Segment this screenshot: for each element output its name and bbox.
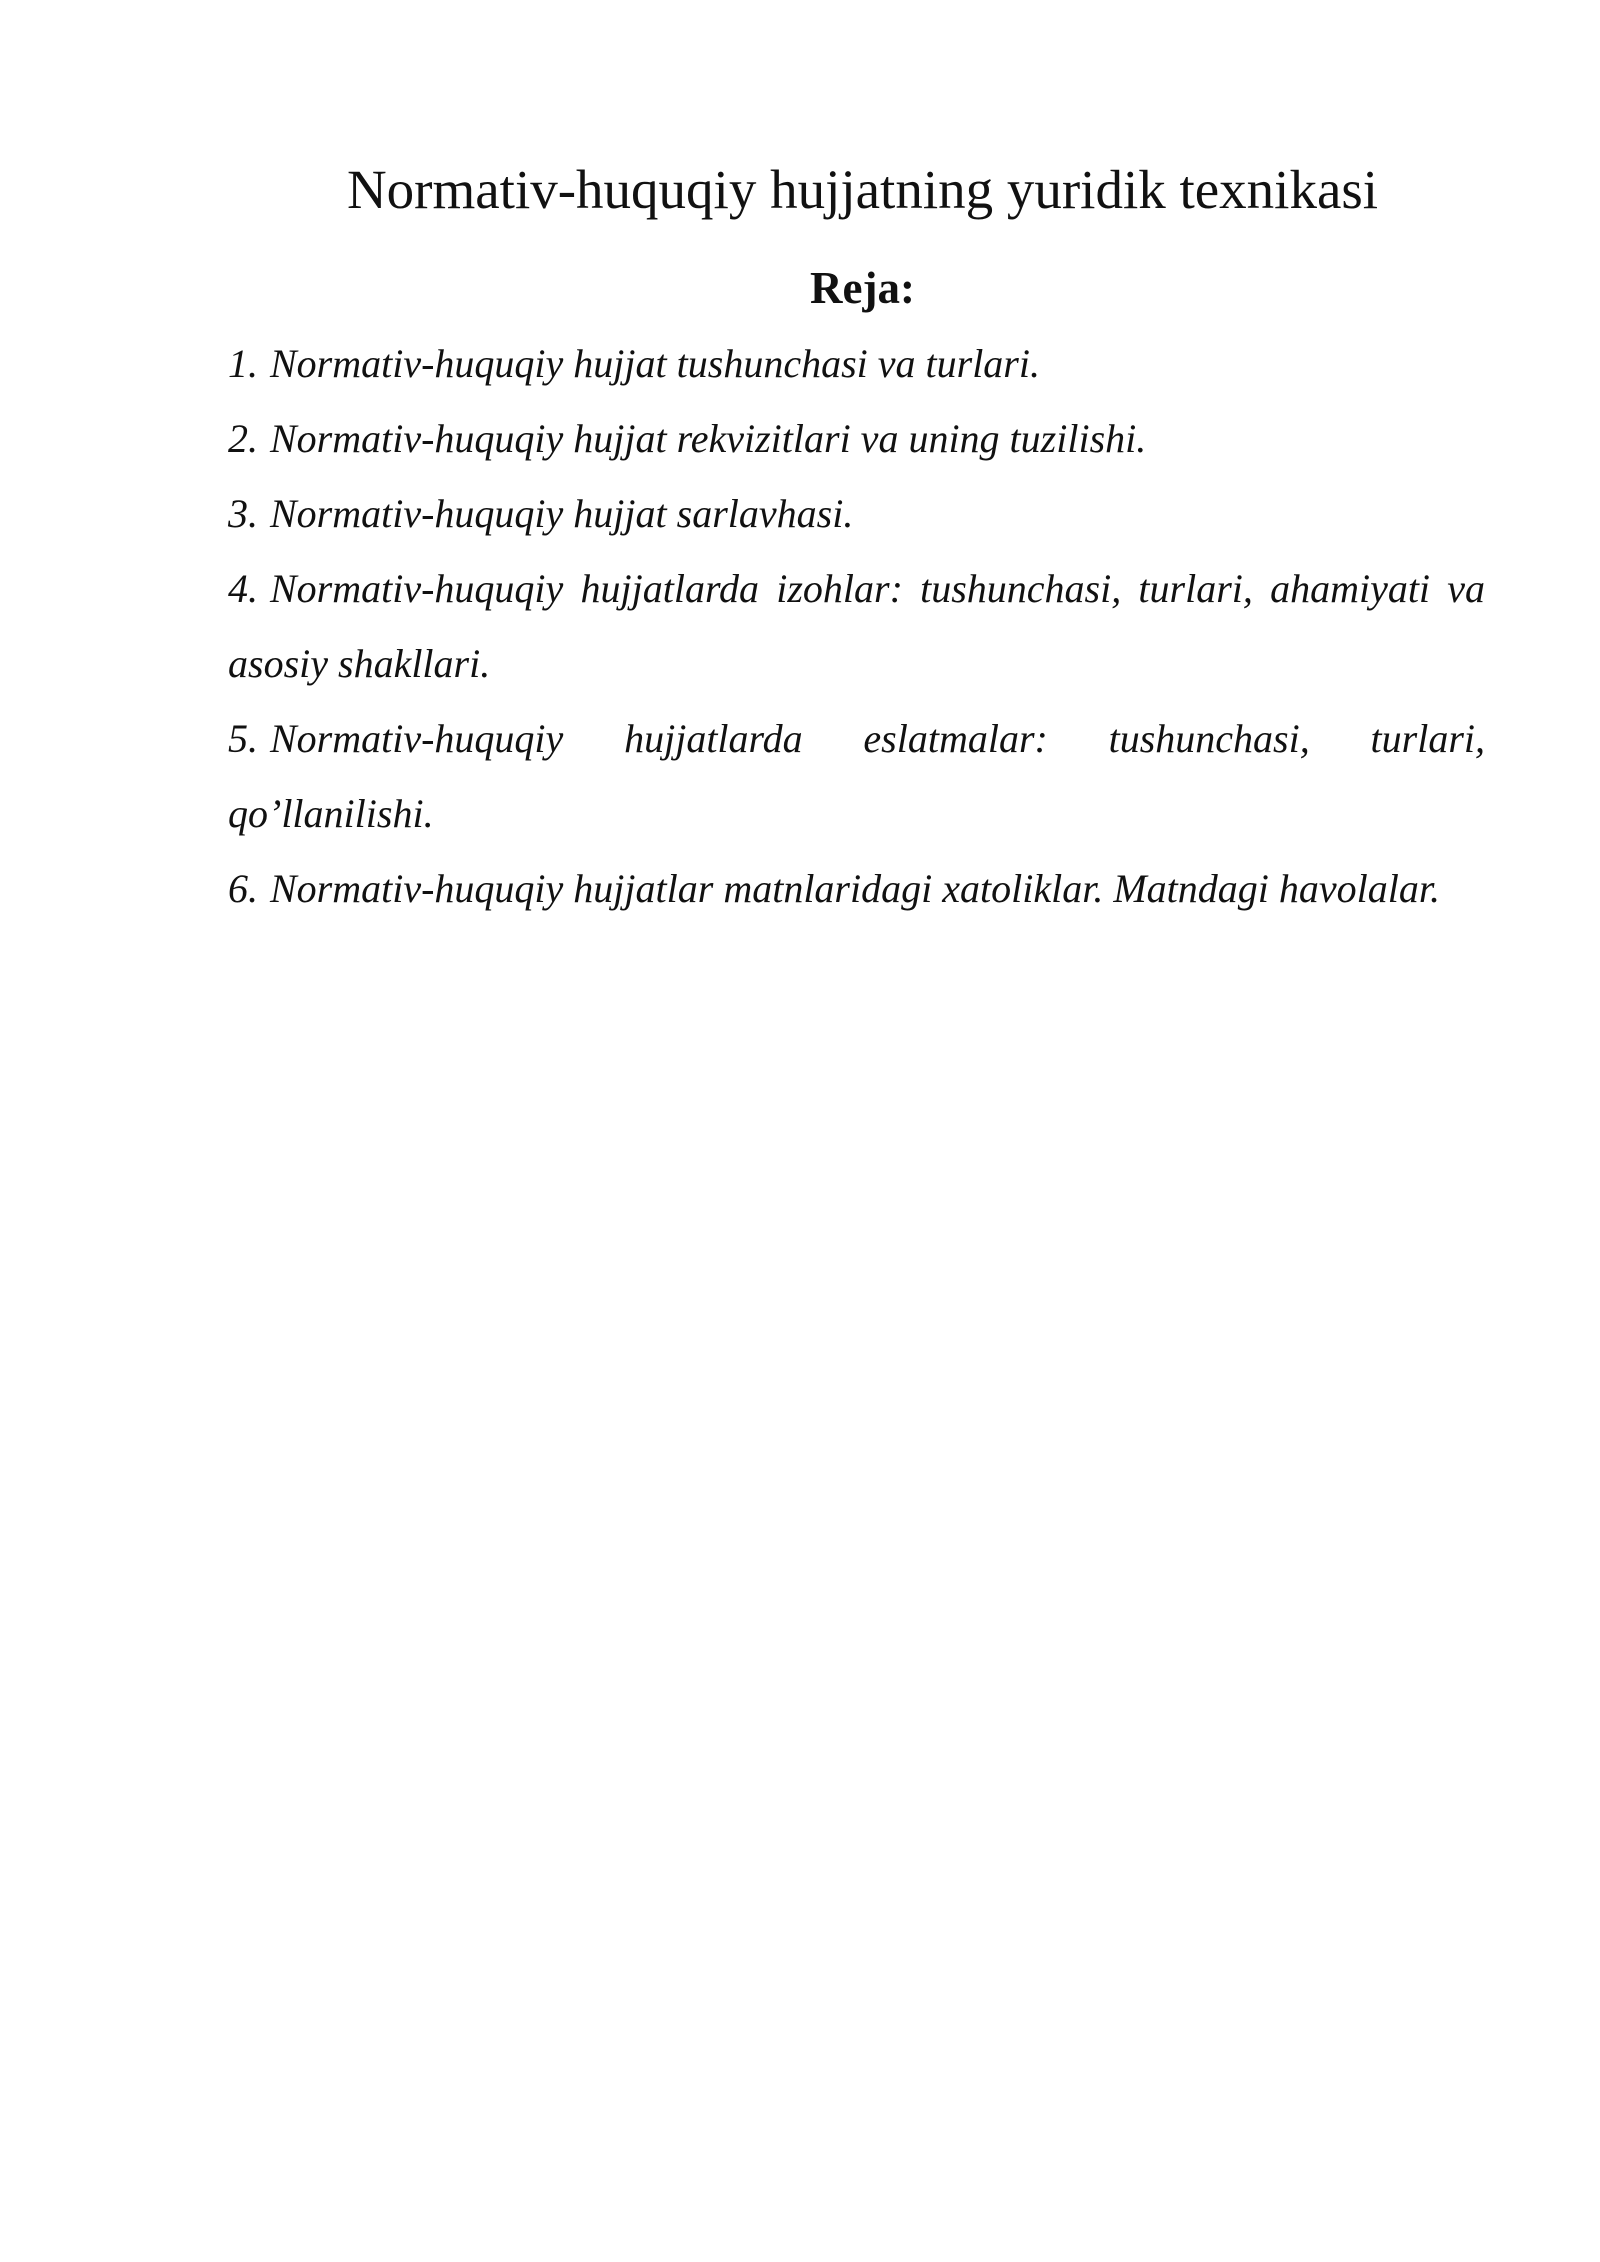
plan-item-1 [228, 326, 1485, 401]
plan-item-text: Normativ-huquqiy hujjat sarlavhasi. [270, 491, 854, 536]
plan-item-number: 6. [228, 866, 258, 911]
plan-item-number: 5. [228, 716, 258, 761]
plan-item-5 [228, 701, 1485, 851]
plan-item-number: 2. [228, 416, 258, 461]
plan-item-number: 4. [228, 566, 258, 611]
plan-item-2 [228, 401, 1485, 476]
plan-item-text: Normativ-huquqiy hujjatlarda eslatmalar: tushunchasi, turlari, qo’llanilishi. [228, 716, 1485, 836]
plan-item-text: Normativ-huquqiy hujjatlarda izohlar: tushunchasi, turlari, ahamiyati va asosiy shakllari. [228, 566, 1485, 686]
plan-list [228, 326, 1485, 926]
plan-item-number: 3. [228, 491, 258, 536]
plan-item-text: Normativ-huquqiy hujjat rekvizitlari va uning tuzilishi. [270, 416, 1147, 461]
plan-item-text: Normativ-huquqiy hujjat tushunchasi va turlari. [270, 341, 1040, 386]
plan-item-text: Normativ-huquqiy hujjatlar matnlaridagi xatoliklar. Matndagi havolalar. [270, 866, 1440, 911]
plan-item-3 [228, 476, 1485, 551]
plan-item-6 [228, 851, 1485, 926]
plan-item-number: 1. [228, 341, 258, 386]
plan-heading: Reja: [810, 263, 915, 313]
document-title: Normativ-huquqiy hujjatning yuridik texnikasi [346, 159, 1379, 220]
plan-item-4 [228, 551, 1485, 701]
